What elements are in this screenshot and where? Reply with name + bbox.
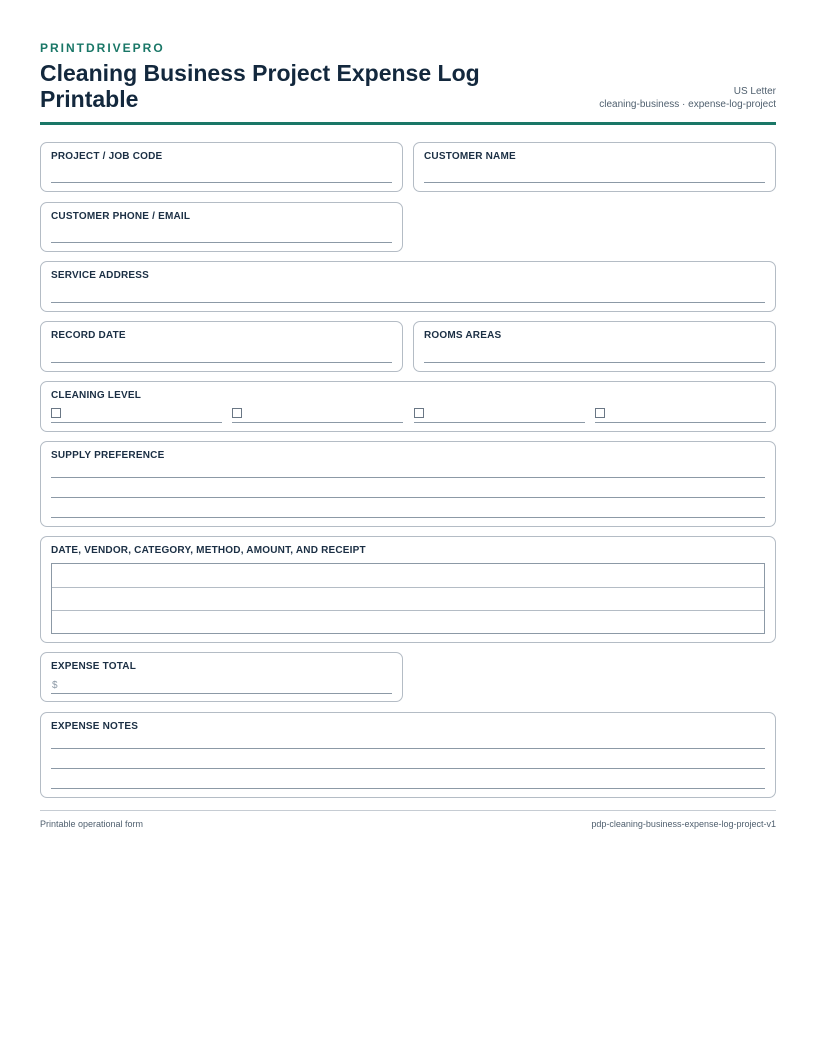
option-line (232, 422, 403, 423)
paper-size: US Letter (733, 86, 776, 97)
service-address-field[interactable] (40, 261, 776, 312)
form-tags: cleaning-business · expense-log-project (599, 99, 776, 110)
customer-name-field[interactable] (413, 142, 776, 192)
write-line[interactable] (424, 362, 765, 363)
cleaning-level-option-1[interactable] (51, 406, 222, 423)
checkbox[interactable] (232, 408, 242, 418)
write-line[interactable] (51, 693, 392, 694)
write-line[interactable] (51, 768, 765, 769)
project-code-field[interactable] (40, 142, 403, 192)
footer-form-id: pdp-cleaning-business-expense-log-project-v1 (591, 819, 776, 829)
cleaning-level-option-4[interactable] (595, 406, 766, 423)
header-meta (599, 85, 776, 111)
field-label: DATE, VENDOR, CATEGORY, METHOD, AMOUNT, AND RECEIPT (51, 545, 366, 556)
table-row-divider (52, 610, 764, 611)
supply-preference-field[interactable] (40, 441, 776, 527)
write-line[interactable] (51, 242, 392, 243)
checkbox[interactable] (595, 408, 605, 418)
rooms-areas-field[interactable] (413, 321, 776, 372)
field-label: CUSTOMER PHONE / EMAIL (51, 211, 191, 222)
write-line[interactable] (51, 302, 765, 303)
write-line[interactable] (51, 788, 765, 789)
expense-table (51, 563, 765, 634)
field-label: CUSTOMER NAME (424, 151, 516, 162)
cleaning-level-field (40, 381, 776, 432)
write-line[interactable] (51, 497, 765, 498)
write-line[interactable] (51, 362, 392, 363)
field-label: RECORD DATE (51, 330, 126, 341)
option-line (51, 422, 222, 423)
expense-total-field[interactable] (40, 652, 403, 702)
field-label: SUPPLY PREFERENCE (51, 450, 165, 461)
currency-symbol: $ (52, 680, 58, 691)
write-line[interactable] (51, 477, 765, 478)
expense-table-field (40, 536, 776, 643)
brand-logo-text: PRINTDRIVEPRO (40, 41, 165, 55)
write-line[interactable] (51, 748, 765, 749)
cleaning-level-option-2[interactable] (232, 406, 403, 423)
option-line (595, 422, 766, 423)
record-date-field[interactable] (40, 321, 403, 372)
footer-divider (40, 810, 776, 811)
write-line[interactable] (424, 182, 765, 183)
field-label: SERVICE ADDRESS (51, 270, 150, 281)
footer-description: Printable operational form (40, 819, 144, 829)
header-divider (40, 122, 776, 125)
field-label: EXPENSE NOTES (51, 721, 139, 732)
field-label: PROJECT / JOB CODE (51, 151, 163, 162)
cleaning-level-option-3[interactable] (414, 406, 585, 423)
checkbox[interactable] (414, 408, 424, 418)
field-label: CLEANING LEVEL (51, 390, 142, 401)
field-label: ROOMS AREAS (424, 330, 502, 341)
expense-notes-field[interactable] (40, 712, 776, 798)
write-line[interactable] (51, 517, 765, 518)
table-row-divider (52, 587, 764, 588)
page-title: Cleaning Business Project Expense Log Printable (40, 60, 480, 112)
field-label: EXPENSE TOTAL (51, 661, 137, 672)
checkbox[interactable] (51, 408, 61, 418)
customer-contact-field[interactable] (40, 202, 403, 252)
write-line[interactable] (51, 182, 392, 183)
option-line (414, 422, 585, 423)
